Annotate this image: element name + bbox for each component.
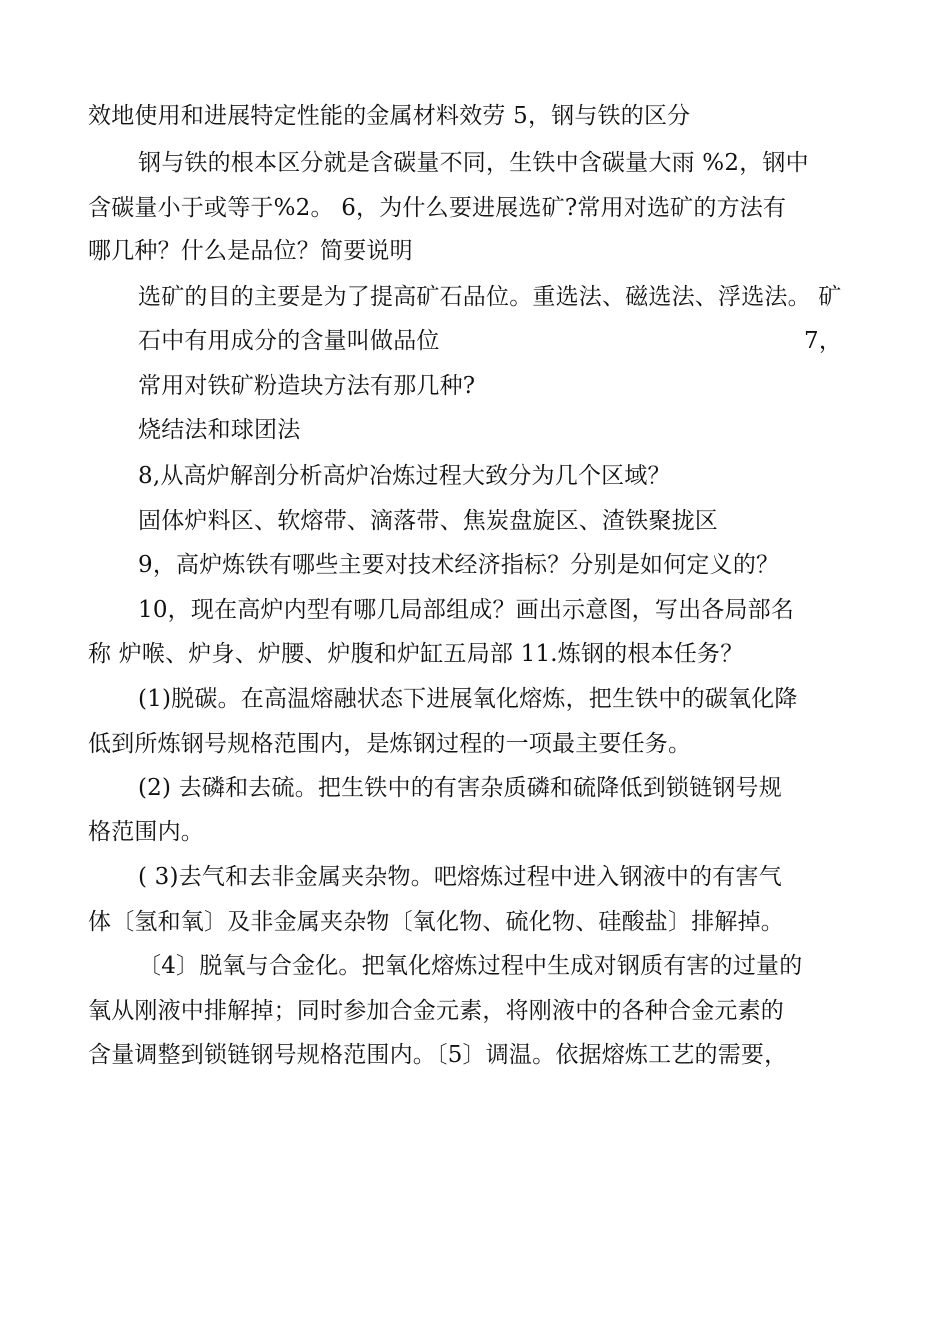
- text-line: 含量调整到锁链钢号规格范围内。〔5〕调温。依据熔炼工艺的需要，: [88, 1042, 788, 1068]
- text-line: 8,从高炉解剖分析高炉冶炼过程大致分为几个区域？: [138, 463, 671, 489]
- text-line: (1)脱碳。在高温熔融状态下进展氧化熔炼，把生铁中的碳氧化降: [138, 686, 798, 712]
- text-line: ( 3)去气和去非金属夹杂物。吧熔炼过程中进入钢液中的有害气: [138, 864, 782, 890]
- text-line: 低到所炼钢号规格范围内，是炼钢过程的一项最主要任务。: [88, 731, 692, 757]
- text-line: 9，高炉炼铁有哪些主要对技术经济指标？分别是如何定义的？: [138, 552, 780, 578]
- text-line: 石中有用成分的含量叫做品位: [138, 328, 440, 354]
- text-line: (2) 去磷和去硫。把生铁中的有害杂质磷和硫降低到锁链钢号规: [138, 775, 782, 801]
- text-line: 7，: [804, 328, 843, 354]
- text-line: 〔4〕脱氧与合金化。把氧化熔炼过程中生成对钢质有害的过量的: [138, 953, 803, 979]
- text-line: 格范围内。: [88, 819, 204, 845]
- text-line: 体〔氢和氧〕及非金属夹杂物〔氧化物、硫化物、硅酸盐〕排解掉。: [88, 909, 784, 935]
- text-line: 钢与铁的根本区分就是含碳量不同，生铁中含碳量大雨 %2，钢中: [138, 150, 809, 176]
- text-line: 固体炉料区、软熔带、滴落带、焦炭盘旋区、渣铁聚拢区: [138, 508, 718, 534]
- text-line: 烧结法和球团法: [138, 417, 301, 443]
- text-line: 常用对铁矿粉造块方法有那几种?: [138, 373, 476, 399]
- text-line: 10，现在高炉内型有哪几局部组成？画出示意图，写出各局部名: [138, 597, 795, 623]
- text-line: 称 炉喉、炉身、炉腰、炉腹和炉缸五局部 11.炼钢的根本任务？: [88, 641, 744, 667]
- text-line: 哪几种？什么是品位？简要说明: [88, 238, 413, 264]
- text-line: 选矿的目的主要是为了提高矿石品位。重选法、磁选法、浮选法。 矿: [138, 284, 842, 310]
- text-line: 氧从刚液中排解掉；同时参加合金元素，将刚液中的各种合金元素的: [88, 998, 784, 1024]
- text-line: 含碳量小于或等于%2。 6，为什么要进展选矿?常用对选矿的方法有: [88, 195, 787, 221]
- text-line: 效地使用和进展特定性能的金属材料效劳 5，钢与铁的区分: [88, 103, 691, 129]
